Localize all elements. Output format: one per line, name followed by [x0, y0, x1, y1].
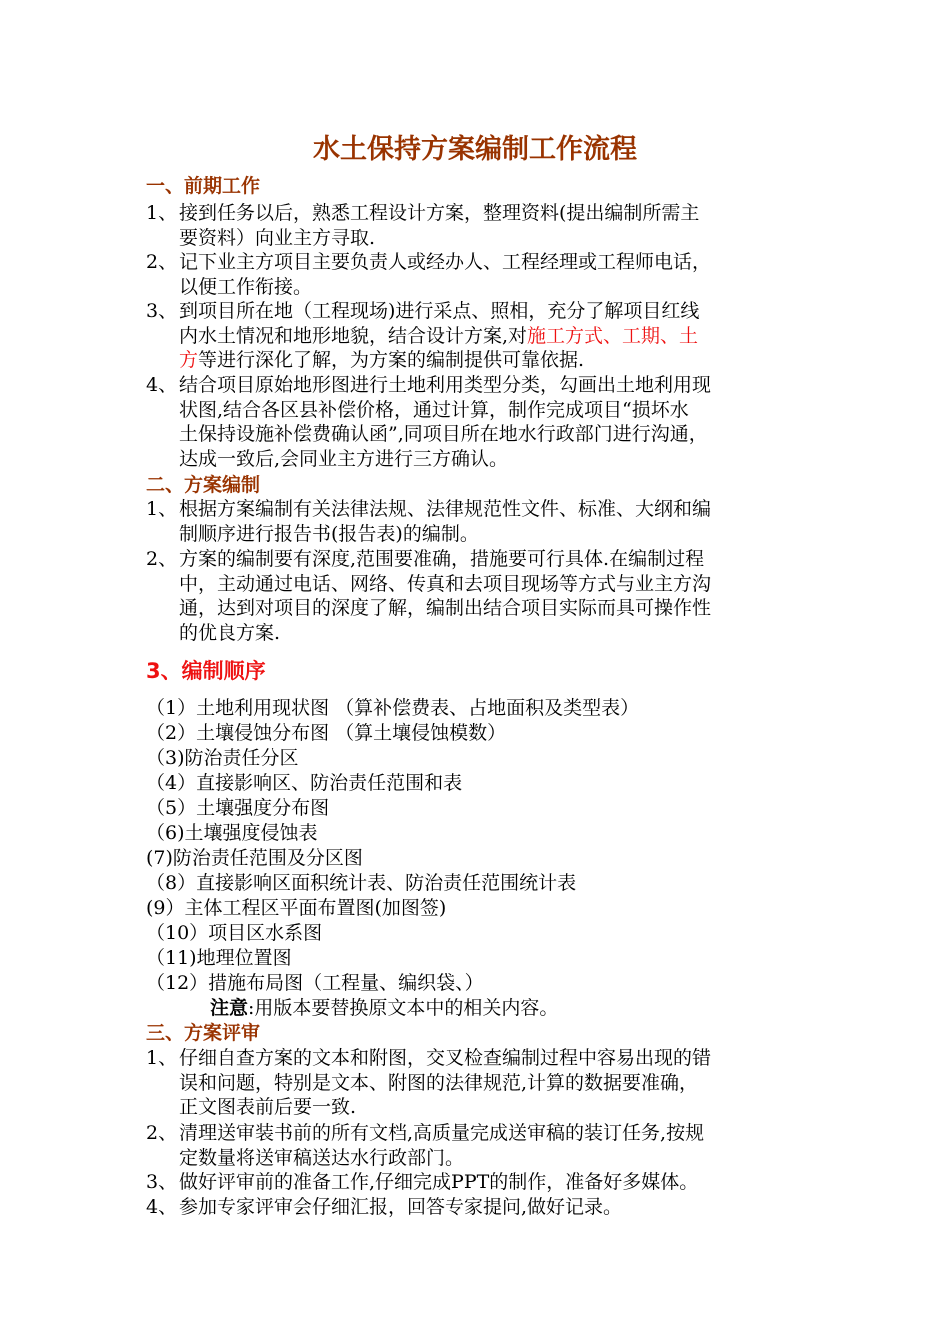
- item-number: 3、: [146, 300, 178, 322]
- note-line: [210, 996, 558, 1021]
- list-item: (7)防治责任范围及分区图: [146, 847, 363, 869]
- section-heading-preliminary: 一、前期工作: [146, 175, 261, 197]
- item-line: 达成一致后,会同业主方进行三方确认。: [179, 447, 509, 470]
- item-line: 根据方案编制有关法律法规、法律规范性文件、标准、大纲和编: [179, 498, 712, 520]
- item-line: 仔细自查方案的文本和附图，交叉检查编制过程中容易出现的错: [179, 1047, 712, 1069]
- item-line: 方案的编制要有深度,范围要准确，措施要可行具体.在编制过程: [179, 548, 705, 570]
- list-item: [146, 1046, 816, 1120]
- item-line: 清理送审装书前的所有文档,高质量完成送审稿的装订任务,按规: [179, 1122, 705, 1144]
- item-line: 正文图表前后要一致.: [179, 1096, 357, 1119]
- list-item: （12）措施布局图（工程量、编织袋、）: [146, 972, 484, 994]
- page-title: 水土保持方案编制工作流程: [313, 134, 637, 165]
- item-number: 2、: [146, 251, 178, 273]
- item-line: 状图,结合各区县补偿价格，通过计算，制作完成项目“损坏水: [179, 398, 689, 421]
- section-heading-review: 三、方案评审: [146, 1022, 261, 1044]
- item-number: 2、: [146, 548, 178, 570]
- list-item: [146, 497, 816, 546]
- item-line: 做好评审前的准备工作,仔细完成PPT的制作，准备好多媒体。: [179, 1171, 699, 1193]
- list-item: (9）主体工程区平面布置图(加图签): [146, 897, 447, 919]
- note-text: :用版本要替换原文本中的相关内容。: [248, 997, 559, 1019]
- list-item: [146, 373, 816, 471]
- item-line: 的优良方案.: [179, 621, 281, 644]
- item-line: [146, 348, 816, 373]
- item-line: 到项目所在地（工程现场)进行采点、照相，充分了解项目红线: [179, 300, 700, 322]
- list-item: （1）土地利用现状图 （算补偿费表、占地面积及类型表）: [146, 697, 640, 719]
- item-number: 1、: [146, 498, 178, 520]
- item-text: 等进行深化了解，为方案的编制提供可靠依据.: [198, 349, 585, 372]
- item-line: 要资料）向业主方寻取.: [179, 226, 376, 249]
- item-line: 中，主动通过电话、网络、传真和去项目现场等方式与业主方沟: [179, 572, 712, 595]
- note-label: 注意: [210, 997, 249, 1019]
- item-line: 定数量将送审稿送达水行政部门。: [179, 1146, 465, 1169]
- highlight-text: 施工方式、工期、土: [527, 324, 699, 347]
- item-number: 4、: [146, 1196, 178, 1218]
- list-item: [146, 1121, 816, 1170]
- item-line: 记下业主方项目主要负责人或经办人、工程经理或工程师电话，: [179, 251, 712, 273]
- list-item: （5）土壤强度分布图: [146, 797, 330, 819]
- item-line: 接到任务以后，熟悉工程设计方案，整理资料(提出编制所需主: [179, 202, 700, 224]
- item-line: 参加专家评审会仔细汇报，回答专家提问,做好记录。: [179, 1196, 623, 1218]
- list-item: （2）土壤侵蚀分布图 （算土壤侵蚀模数）: [146, 722, 507, 744]
- list-item: （3)防治责任分区: [146, 747, 299, 769]
- section-heading-compilation: 二、方案编制: [146, 474, 261, 496]
- item-line: 通，达到对项目的深度了解，编制出结合项目实际而具可操作性: [179, 597, 712, 620]
- list-item: [146, 1195, 816, 1220]
- section-heading-order: 3、编制顺序: [146, 659, 266, 683]
- list-item: （10）项目区水系图: [146, 922, 323, 944]
- item-line: 误和问题，特别是文本、附图的法律规范,计算的数据要准确，: [179, 1071, 699, 1094]
- item-line: 制顺序进行报告书(报告表)的编制。: [179, 522, 479, 545]
- list-item: [146, 201, 816, 250]
- item-number: 4、: [146, 374, 178, 396]
- highlight-text: 方: [179, 349, 199, 372]
- item-line: [146, 324, 816, 349]
- list-item: （6)土壤强度侵蚀表: [146, 822, 318, 844]
- item-line: 结合项目原始地形图进行土地利用类型分类，勾画出土地利用现: [179, 374, 712, 396]
- list-item: （8）直接影响区面积统计表、防治责任范围统计表: [146, 872, 577, 894]
- list-item: [146, 547, 816, 645]
- list-item: [146, 1170, 816, 1195]
- item-number: 1、: [146, 1047, 178, 1069]
- list-item: （4）直接影响区、防治责任范围和表: [146, 772, 463, 794]
- item-number: 2、: [146, 1122, 178, 1144]
- item-number: 1、: [146, 202, 178, 224]
- item-number: 3、: [146, 1171, 178, 1193]
- list-item: [146, 299, 816, 373]
- list-item: [146, 250, 816, 299]
- item-text: 内水土情况和地形地貌，结合设计方案,对: [179, 324, 528, 347]
- item-line: 以便工作衔接。: [179, 275, 313, 298]
- list-item: （11)地理位置图: [146, 947, 292, 969]
- item-line: 土保持设施补偿费确认函”,同项目所在地水行政部门进行沟通，: [179, 423, 708, 446]
